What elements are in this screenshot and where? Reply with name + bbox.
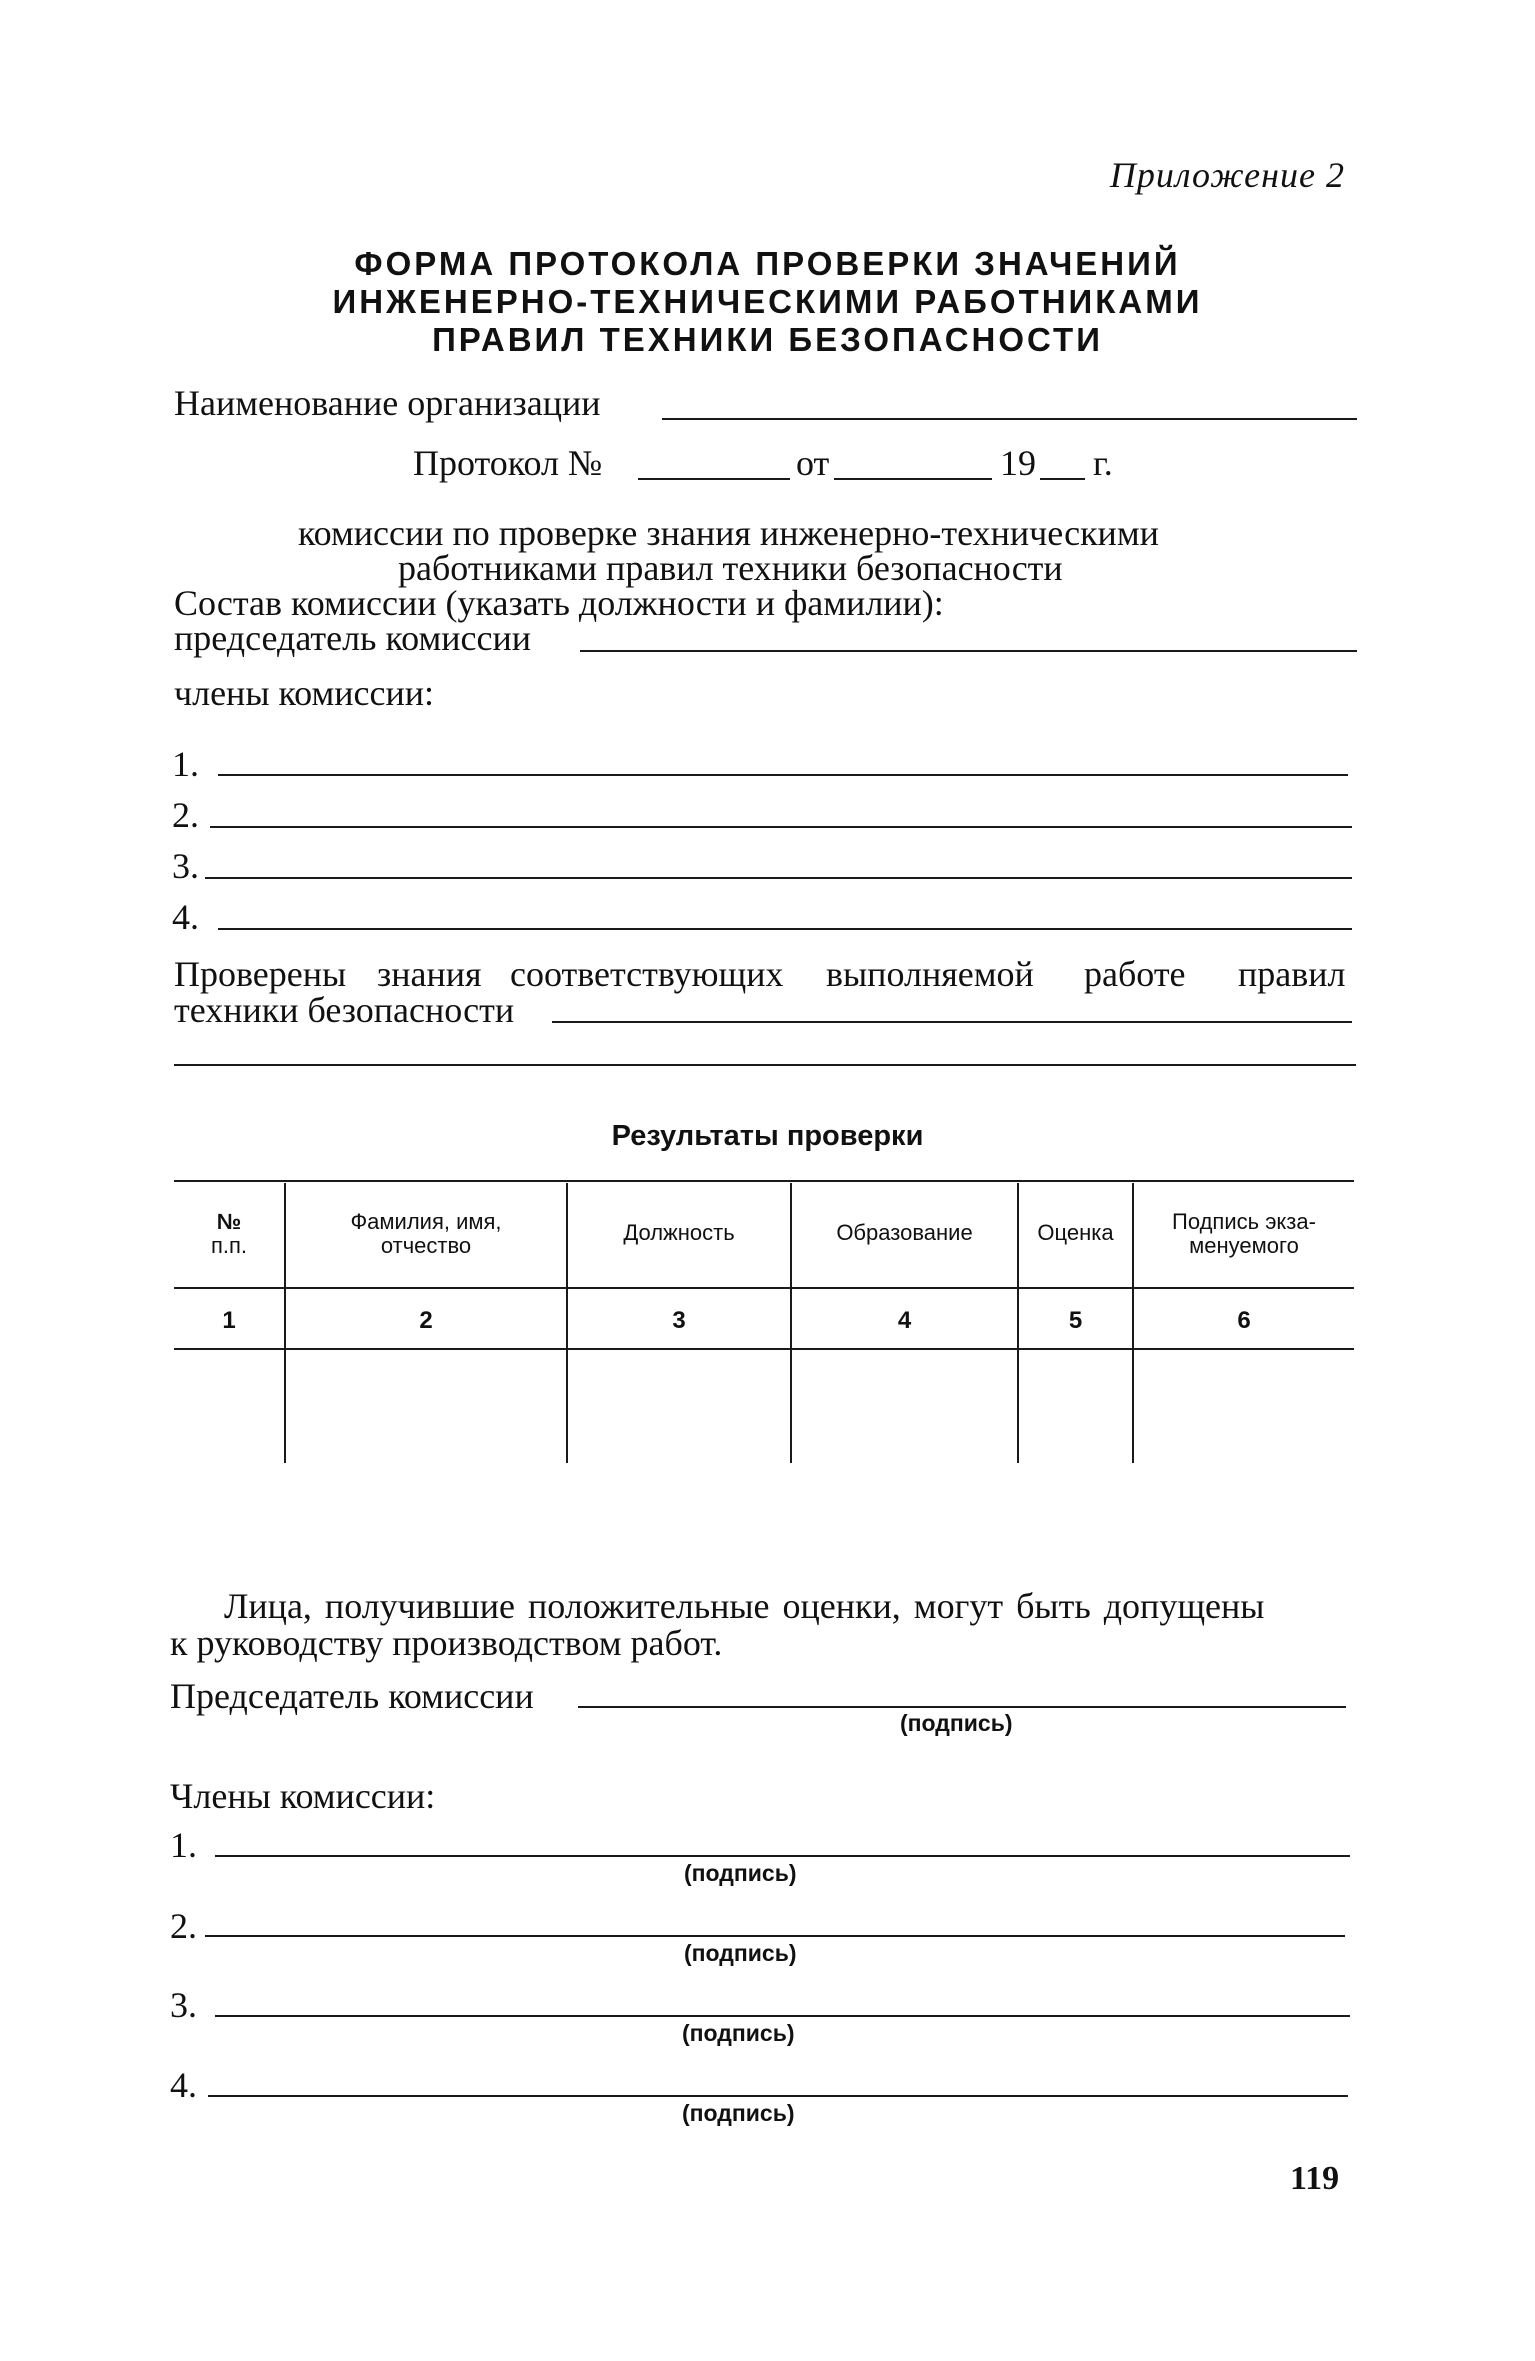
- member-number-2: 2.: [172, 795, 199, 835]
- table-header-education: Образование: [836, 1220, 973, 1245]
- member-number-1: 1.: [172, 744, 199, 784]
- table-col-number-3: 3: [672, 1307, 686, 1334]
- table-col-number-4: 4: [897, 1307, 912, 1334]
- table-header-signature: Подпись экза- менуемого: [1172, 1209, 1316, 1258]
- final-member-signature-field-1[interactable]: [215, 1855, 1350, 1857]
- checked-rules-field-continued[interactable]: [174, 1064, 1356, 1066]
- admitted-text-line-2: к руководству производством работ.: [170, 1623, 723, 1663]
- checked-word-3: соответствующих: [510, 954, 784, 994]
- table-header-number: № п.п.: [210, 1209, 248, 1258]
- admitted-text-line-1: Лица, получившие положительные оценки, могут быть допущены: [224, 1586, 1265, 1626]
- protocol-year-suffix: г.: [1093, 443, 1113, 483]
- protocol-year-field[interactable]: [1040, 478, 1085, 480]
- results-title: Результаты проверки: [611, 1120, 924, 1152]
- checked-rules-field[interactable]: [552, 1021, 1352, 1023]
- final-member-signature-field-2[interactable]: [205, 1935, 1345, 1937]
- checked-word-2: знания: [377, 954, 482, 994]
- checked-word-1: Проверены: [174, 954, 347, 994]
- table-col-number-5: 5: [1068, 1307, 1083, 1334]
- organization-field[interactable]: [662, 418, 1357, 420]
- composition-label: Состав комиссии (указать должности и фамилии):: [174, 583, 944, 623]
- checked-word-5: работе: [1084, 954, 1186, 994]
- final-member-number-4: 4.: [170, 2065, 197, 2105]
- protocol-number-field[interactable]: [638, 478, 790, 480]
- table-header-grade: Оценка: [1037, 1220, 1114, 1245]
- member-field-4[interactable]: [218, 928, 1352, 930]
- member-number-3: 3.: [172, 846, 199, 886]
- appendix-label: Приложение 2: [1109, 155, 1345, 195]
- final-member-signature-caption-4: (подпись): [682, 2100, 795, 2126]
- final-chairman-label: Председатель комиссии: [170, 1676, 534, 1716]
- table-header-position: Должность: [623, 1220, 735, 1245]
- final-member-signature-caption-2: (подпись): [684, 1940, 797, 1966]
- document-title-line-1: ФОРМА ПРОТОКОЛА ПРОВЕРКИ ЗНАЧЕНИЙ: [354, 245, 1181, 282]
- page-number: 119: [1290, 2160, 1340, 2197]
- member-number-4: 4.: [172, 897, 199, 937]
- checked-text-line-2: техники безопасности: [174, 990, 515, 1030]
- table-col-number-2: 2: [419, 1307, 433, 1334]
- final-chairman-signature-field[interactable]: [578, 1706, 1346, 1708]
- final-chairman-signature-caption: (подпись): [900, 1710, 1013, 1736]
- commission-text-line-2: работниками правил техники безопасности: [398, 548, 1063, 588]
- table-numbers-rule: [174, 1348, 1354, 1350]
- table-header-full-name: Фамилия, имя, отчество: [350, 1209, 502, 1258]
- table-header-rule: [174, 1287, 1354, 1289]
- final-member-signature-caption-1: (подпись): [684, 1860, 797, 1886]
- final-member-signature-field-3[interactable]: [215, 2015, 1350, 2017]
- member-field-1[interactable]: [218, 774, 1348, 776]
- checked-word-4: выполняемой: [826, 954, 1034, 994]
- protocol-date-field[interactable]: [834, 478, 992, 480]
- document-title-line-3: ПРАВИЛ ТЕХНИКИ БЕЗОПАСНОСТИ: [432, 321, 1103, 358]
- checked-word-6: правил: [1238, 954, 1346, 994]
- table-col-number-6: 6: [1237, 1307, 1251, 1334]
- chairman-label: председатель комиссии: [174, 618, 531, 658]
- final-member-signature-caption-3: (подпись): [682, 2020, 795, 2046]
- organization-label: Наименование организации: [174, 383, 601, 423]
- chairman-field[interactable]: [580, 650, 1357, 652]
- member-field-3[interactable]: [205, 877, 1352, 879]
- protocol-label: Протокол №: [413, 443, 603, 483]
- final-members-label: Члены комиссии:: [170, 1776, 436, 1816]
- member-field-2[interactable]: [210, 826, 1352, 828]
- table-top-rule: [174, 1180, 1354, 1182]
- final-member-number-1: 1.: [170, 1825, 197, 1865]
- final-member-number-2: 2.: [170, 1906, 197, 1946]
- protocol-year-prefix: 19: [1000, 443, 1036, 483]
- members-label: члены комиссии:: [174, 673, 435, 713]
- commission-text-line-1: комиссии по проверке знания инженерно-техническими: [298, 513, 1159, 553]
- table-col-number-1: 1: [222, 1307, 236, 1334]
- protocol-from-label: от: [796, 443, 830, 483]
- document-title-line-2: ИНЖЕНЕРНО-ТЕХНИЧЕСКИМИ РАБОТНИКАМИ: [332, 283, 1203, 320]
- final-member-number-3: 3.: [170, 1985, 197, 2025]
- final-member-signature-field-4[interactable]: [208, 2095, 1348, 2097]
